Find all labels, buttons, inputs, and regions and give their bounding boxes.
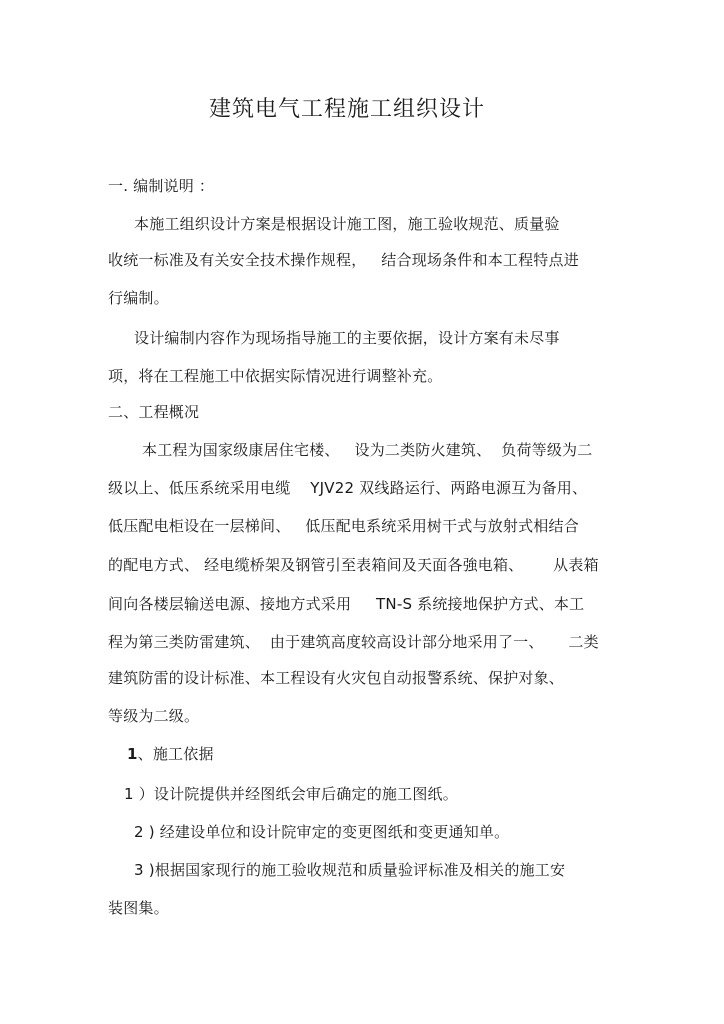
subsection-heading-basis bbox=[127, 744, 214, 764]
paragraph-line: 建筑防雷的设计标准、本工程设有火灾包自动报警系统、保护对象、 bbox=[108, 669, 565, 687]
paragraph-line: 级以上、低压系统采用电缆 YJV22 双线路运行、两路电源互为备用、 bbox=[108, 479, 588, 497]
document-title: 建筑电气工程施工组织设计 bbox=[208, 97, 485, 122]
paragraph-line: 项，将在工程施工中依据实际情况进行调整补充。 bbox=[108, 367, 443, 385]
section-heading-overview: 二、工程概况 bbox=[108, 403, 200, 421]
paragraph-line: 间向各楼层输送电源、接地方式采用 TN-S 系统接地保护方式、本工 bbox=[108, 595, 585, 613]
list-item: 1 ）设计院提供并经图纸会审后确定的施工图纸。 bbox=[124, 785, 458, 803]
subsection-title: 、施工依据 bbox=[137, 745, 214, 763]
paragraph-line: 本工程为国家级康居住宅楼、 设为二类防火建筑、 负荷等级为二 bbox=[142, 441, 593, 459]
paragraph-line: 低压配电柜设在一层梯间、 低压配电系统采用树干式与放射式相结合 bbox=[108, 517, 579, 535]
section-heading-compilation: 一. 编制说明 ： bbox=[108, 177, 215, 195]
list-item: 3 )根据国家现行的施工验收规范和质量验评标准及相关的施工安 bbox=[134, 861, 566, 879]
paragraph-line: 等级为二级。 bbox=[108, 707, 200, 725]
paragraph-line: 的配电方式、 经电缆桥架及钢管引至表箱间及天面各強电箱、 从表箱 bbox=[108, 556, 599, 574]
paragraph-line: 收统一标准及有关安全技术操作规程， 结合现场条件和本工程特点进 bbox=[108, 251, 579, 269]
subsection-number: 1 bbox=[127, 745, 138, 763]
paragraph-line: 本施工组织设计方案是根据设计施工图，施工验收规范、质量验 bbox=[134, 215, 560, 233]
paragraph-line: 设计编制内容作为现场指导施工的主要依据，设计方案有未尽事 bbox=[134, 329, 560, 347]
paragraph-line: 程为第三类防雷建筑、 由于建筑高度较高设计部分地采用了一、 二类 bbox=[108, 633, 599, 651]
paragraph-line: 行编制。 bbox=[108, 289, 169, 307]
list-item: 2 ) 经建设单位和设计院审定的变更图纸和变更通知单。 bbox=[134, 823, 510, 841]
list-item-continuation: 装图集。 bbox=[108, 899, 169, 917]
